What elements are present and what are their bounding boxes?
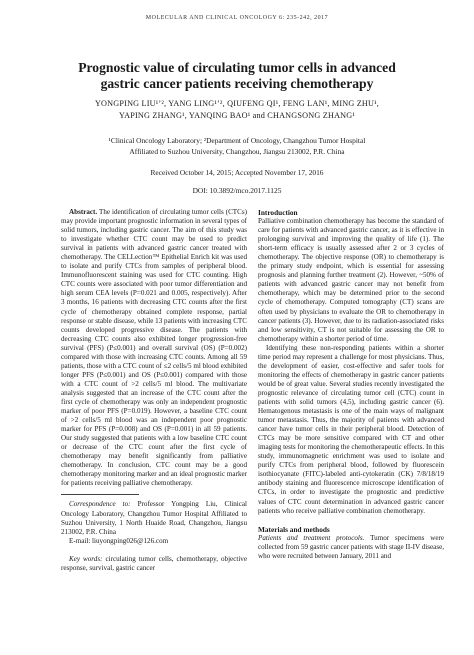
introduction-paragraph-1: Palliative combination chemotherapy has become the standard of care for patients with advanced gastric cancer, as it is effective in prolonging survival and improving the quality of life (1). The short-term efficacy is usually assessed after 2 or 3 cycles of chemotherapy. The objective response (OR) to chemotherapy is the primary study endpoint, which is essential for assessing prognosis and planning further treatment (2). However, ~50% of patients with advanced gastric cancer may not benefit from chemotherapy, which may be determined prior to the second cycle of chemotherapy. Computed tomography (CT) scans are often used by physicians to evaluate the OR to chemotherapy in cancer patients (3). However, due to its radiation-associated risks and low sensitivity, CT is not suitable for assessing the OR to chemotherapy within a shorter period of time. bbox=[258, 217, 444, 343]
patients-treatment-text: Tumor specimens were collected from 59 gastric cancer patients with stage II-IV disease, who were recruited between January, 2011 and bbox=[258, 533, 444, 560]
introduction-heading: Introduction bbox=[258, 208, 298, 217]
patients-treatment-paragraph bbox=[258, 534, 444, 561]
authors-line-2: YAPING ZHANG¹, YANQING BAO¹ and CHANGSONG ZHANG¹ bbox=[118, 111, 356, 120]
keywords-label: Key words: bbox=[69, 554, 103, 563]
right-column bbox=[258, 208, 444, 561]
doi: DOI: 10.3892/mco.2017.1125 bbox=[192, 186, 282, 195]
keywords bbox=[61, 555, 247, 573]
left-column bbox=[61, 208, 247, 573]
author-list bbox=[40, 98, 434, 122]
title-line-1: Prognostic value of circulating tumor cells in advanced bbox=[78, 60, 396, 75]
abstract-label: Abstract. bbox=[69, 208, 98, 216]
received-accepted-dates: Received October 14, 2015; Accepted November 17, 2016 bbox=[150, 168, 324, 177]
article-title bbox=[36, 60, 438, 92]
abstract bbox=[61, 208, 247, 488]
footnote-divider bbox=[61, 494, 139, 495]
affiliation-line-1: ¹Clinical Oncology Laboratory; ²Department of Oncology, Changzhou Tumor Hospital bbox=[108, 136, 366, 145]
affiliation-line-2: Affiliated to Suzhou University, Changzhou, Jiangsu 213002, P.R. China bbox=[129, 146, 345, 156]
abstract-text: The identification of circulating tumor cells (CTCs) may provide important prognostic information in several types of solid tumors, including gastric cancer. The aim of this study was to investigate whether CTC count may be used to predict survival in patients with advanced gastric cancer treated with chemotherapy. The CELLection™ Epithelial Enrich kit was used to isolate and purify CTCs from samples of peripheral blood. Immunofluorescent staining was used for CTC counting. High CTC counts were associated with poor tumor differentiation and high serum CEA levels (P=0.021 and 0.005, respectively). After 3 months, 16 patients with decreasing CTC counts after the first cycle of chemotherapy obtained complete response, partial response or stable disease, while 13 patients with increasing CTC counts developed progressive disease. The patients with decreasing CTC counts also exhibited longer progression-free survival (PFS) (P≤0.001) and overall survival (OS) (P=0.002) compared with those with increasing CTC counts. Among all 59 patients, those with a CTC count of ≤2 cells/5 ml blood exhibited longer PFS (P≤0.001) and OS (P≤0.001) compared with those with a CTC count of >2 cells/5 ml blood. The multivariate analysis suggested that an increase of the CTC count after the first cycle of chemotherapy was only an independent prognostic marker of poor PFS (P=0.019). However, a baseline CTC count of >2 cells/5 ml blood was an independent poor prognostic marker for PFS (P=0.008) and OS (P=0.001) in all 59 patients. Our study suggested that patients with a low baseline CTC count or decrease of the CTC count after the first cycle of chemotherapy may benefit significantly from palliative chemotherapy. In conclusion, CTC count may be a good chemotherapy monitoring marker and an ideal prognostic marker for patients receiving palliative chemotherapy. bbox=[61, 208, 247, 488]
affiliations bbox=[40, 136, 434, 157]
correspondence bbox=[61, 500, 247, 536]
introduction-paragraph-2: Identifying these non-responding patients within a shorter time period may represent a challenge for most physicians. Thus, the development of easier, cost-effective and safer tools for monitoring the effects of chemotherapy in gastric cancer patients would be of great value. Several studies recently investigated the prognostic relevance of circulating tumor cell (CTC) count in patients with solid tumors (4,5), including gastric cancer (6). Hematogenous metastasis is one of the main ways of malignant tumor metastasis. Thus, the majority of patients with advanced cancer have tumor cells in their peripheral blood. Detection of CTCs may be more sensitive compared with CT and other imaging tests for monitoring the chemotherapeutic effects. In this study, immunomagnetic enrichment was used to isolate and purify CTCs from peripheral blood, followed by fluorescein isothiocyanate (FITC)-labeled anti-cytokeratin (CK) 7/8/18/19 antibody staining and fluorescence microscope identification of CTCs, in order to investigate the prognostic and predictive values of CTC count determination in advanced gastric cancer patients who receive palliative combination chemotherapy. bbox=[258, 343, 444, 515]
title-line-2: gastric cancer patients receiving chemotherapy bbox=[100, 76, 374, 91]
correspondence-label: Correspondence to: bbox=[69, 500, 131, 509]
keywords-text: circulating tumor cells, chemotherapy, objective response, survival, gastric cancer bbox=[61, 554, 247, 572]
materials-methods-heading: Materials and methods bbox=[258, 524, 330, 534]
patients-treatment-subheading: Patients and treatment protocols. bbox=[258, 533, 365, 542]
running-head: MOLECULAR AND CLINICAL ONCOLOGY 6: 235-242, 2017 bbox=[145, 15, 329, 21]
correspondence-email: E-mail: liuyongping026@126.com bbox=[69, 536, 169, 545]
authors-line-1: YONGPING LIU¹ʼ², YANG LING¹ʼ², QIUFENG QI¹, FENG LAN¹, MING ZHU¹, bbox=[94, 99, 380, 108]
correspondence-text: Professor Yongping Liu, Clinical Oncology Laboratory, Changzhou Tumor Hospital Affiliated to Suzhou University, 1 North Huaide Road, Changzhou, Jiangsu 213002, P.R. China bbox=[61, 500, 247, 536]
